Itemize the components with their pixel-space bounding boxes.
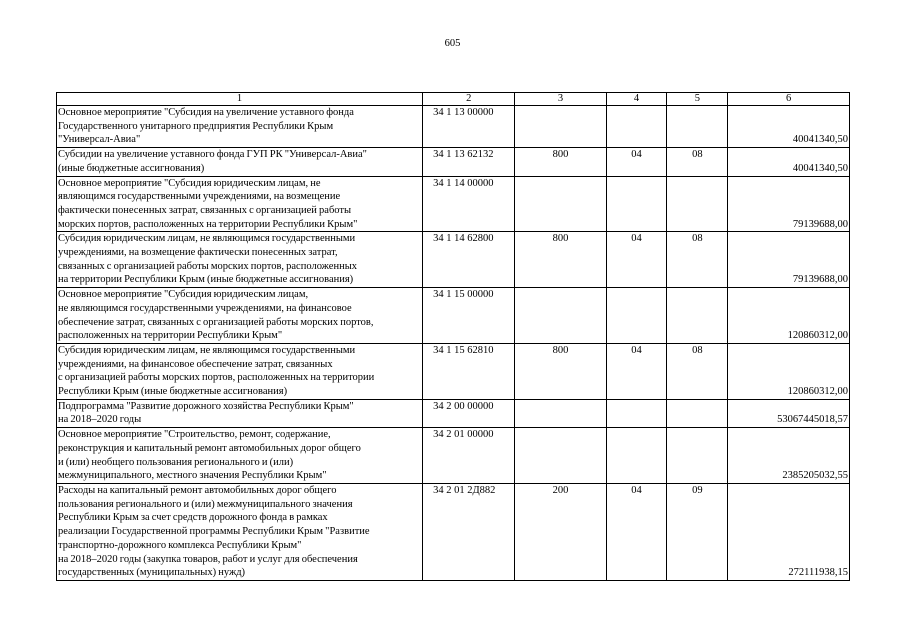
row-amount: 79139688,00 bbox=[728, 176, 850, 232]
table-body bbox=[57, 106, 850, 581]
row-section: 04 bbox=[606, 232, 667, 288]
row-name: Основное мероприятие "Субсидия юридическим лицам, не являющимся государственными учреждениями, на возмещение фактически понесенных затрат, связанных с организацией работы морских портов, расположенных на территории Республики Крым" bbox=[57, 176, 423, 232]
row-name: Субсидии на увеличение уставного фонда ГУП РК "Универсал-Авиа" (иные бюджетные ассигнования) bbox=[57, 148, 423, 176]
row-name: Расходы на капитальный ремонт автомобильных дорог общего пользования регионального и (или) межмуниципального значения Республики Крым за счет средств дорожного фонда в рамках реализации Государственной программы Республики Крым "Развитие транспортно-дорожного комплекса Республики Крым" на 2018–2020 годы (закупка товаров, работ и услуг для обеспечения государственных (муниципальных) нужд) bbox=[57, 483, 423, 580]
row-subsection: 08 bbox=[667, 232, 728, 288]
row-name: Основное мероприятие "Субсидия на увеличение уставного фонда Государственного унитарного предприятия Республики Крым "Универсал-Авиа" bbox=[57, 106, 423, 148]
column-number-row bbox=[57, 93, 850, 106]
row-subsection bbox=[667, 399, 728, 427]
row-subsection bbox=[667, 106, 728, 148]
row-amount: 40041340,50 bbox=[728, 148, 850, 176]
row-amount: 79139688,00 bbox=[728, 232, 850, 288]
table-row bbox=[57, 399, 850, 427]
table-row bbox=[57, 428, 850, 484]
column-header-2: 2 bbox=[423, 93, 515, 106]
row-expense-type bbox=[515, 106, 606, 148]
row-expense-type: 800 bbox=[515, 148, 606, 176]
row-amount: 40041340,50 bbox=[728, 106, 850, 148]
row-section: 04 bbox=[606, 148, 667, 176]
row-section bbox=[606, 176, 667, 232]
row-target-code: 34 1 14 00000 bbox=[423, 176, 515, 232]
column-header-4: 4 bbox=[606, 93, 667, 106]
row-name: Основное мероприятие "Строительство, ремонт, содержание, реконструкция и капитальный ремонт автомобильных дорог общего и (или) необщего пользования регионального и (или) межмуниципального, местного значения Республики Крым" bbox=[57, 428, 423, 484]
row-section: 04 bbox=[606, 483, 667, 580]
table-row bbox=[57, 288, 850, 344]
row-section bbox=[606, 428, 667, 484]
row-subsection: 08 bbox=[667, 343, 728, 399]
row-section bbox=[606, 106, 667, 148]
row-expense-type: 800 bbox=[515, 232, 606, 288]
budget-table bbox=[56, 92, 850, 581]
row-section bbox=[606, 399, 667, 427]
row-amount: 2385205032,55 bbox=[728, 428, 850, 484]
row-subsection bbox=[667, 288, 728, 344]
row-name: Субсидия юридическим лицам, не являющимся государственными учреждениями, на возмещение фактически понесенных затрат, связанных с организацией работы морских портов, расположенных на территории Республики Крым (иные бюджетные ассигнования) bbox=[57, 232, 423, 288]
row-expense-type: 200 bbox=[515, 483, 606, 580]
row-expense-type bbox=[515, 399, 606, 427]
row-subsection: 08 bbox=[667, 148, 728, 176]
page-number: 605 bbox=[444, 38, 461, 49]
row-target-code: 34 2 00 00000 bbox=[423, 399, 515, 427]
row-expense-type bbox=[515, 176, 606, 232]
table-row bbox=[57, 106, 850, 148]
table-row bbox=[57, 232, 850, 288]
row-subsection bbox=[667, 176, 728, 232]
row-section bbox=[606, 288, 667, 344]
row-subsection: 09 bbox=[667, 483, 728, 580]
table-row bbox=[57, 176, 850, 232]
row-expense-type bbox=[515, 428, 606, 484]
row-name: Основное мероприятие "Субсидия юридическим лицам, не являющимся государственными учреждениями, на финансовое обеспечение затрат, связанных с организацией работы морских портов, расположенных на территории Республики Крым" bbox=[57, 288, 423, 344]
row-target-code: 34 1 15 62810 bbox=[423, 343, 515, 399]
column-header-1: 1 bbox=[57, 93, 423, 106]
row-target-code: 34 1 14 62800 bbox=[423, 232, 515, 288]
row-target-code: 34 1 13 62132 bbox=[423, 148, 515, 176]
row-expense-type bbox=[515, 288, 606, 344]
row-amount: 120860312,00 bbox=[728, 288, 850, 344]
row-target-code: 34 1 13 00000 bbox=[423, 106, 515, 148]
row-target-code: 34 2 01 00000 bbox=[423, 428, 515, 484]
row-name: Подпрограмма "Развитие дорожного хозяйства Республики Крым" на 2018–2020 годы bbox=[57, 399, 423, 427]
row-amount: 272111938,15 bbox=[728, 483, 850, 580]
row-subsection bbox=[667, 428, 728, 484]
row-amount: 53067445018,57 bbox=[728, 399, 850, 427]
row-target-code: 34 1 15 00000 bbox=[423, 288, 515, 344]
row-amount: 120860312,00 bbox=[728, 343, 850, 399]
table-row bbox=[57, 343, 850, 399]
row-expense-type: 800 bbox=[515, 343, 606, 399]
column-header-6: 6 bbox=[728, 93, 850, 106]
row-section: 04 bbox=[606, 343, 667, 399]
table-row bbox=[57, 483, 850, 580]
table-header bbox=[57, 93, 850, 106]
row-name: Субсидия юридическим лицам, не являющимся государственными учреждениями, на финансовое обеспечение затрат, связанных с организацией работы морских портов, расположенных на территории Республики Крым (иные бюджетные ассигнования) bbox=[57, 343, 423, 399]
column-header-3: 3 bbox=[515, 93, 606, 106]
table-row bbox=[57, 148, 850, 176]
row-target-code: 34 2 01 2Д882 bbox=[423, 483, 515, 580]
column-header-5: 5 bbox=[667, 93, 728, 106]
